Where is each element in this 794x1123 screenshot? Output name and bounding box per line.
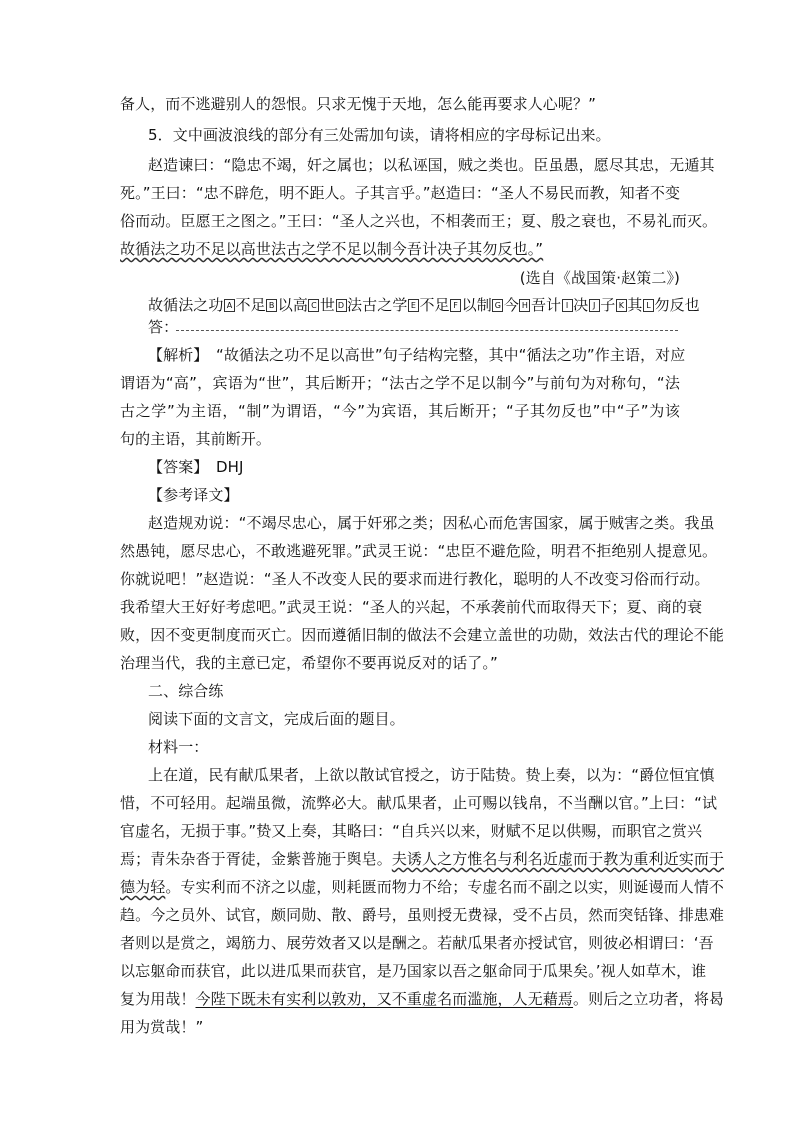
section-heading: 二、综合练	[148, 682, 224, 700]
wavy-underlined-text: 故循法之功不足以高世法古之学不足以制今吾计决子其勿反也。”	[120, 240, 544, 258]
underlined-text: 今陛下既未有实利以敦劝，又不重虚名而滥施，人无藉焉	[195, 990, 574, 1008]
instruction-text: 阅读下面的文言文，完成后面的题目。	[148, 710, 405, 728]
material-line: 用为赏哉！”	[120, 1018, 204, 1036]
analysis-line: 古之学”为主语，“制”为谓语，“今”为宾语，其后断开；“子其勿反也”中“子”为该	[120, 402, 680, 420]
translation-line: 你就说吧！”赵造说：“圣人不改变人民的要求而进行教化，聪明的人不改变习俗而行动。	[120, 570, 710, 588]
translation-line: 败，因不变更制度而灭亡。因而遵循旧制的做法不会建立盖世的功勋，效法古代的理论不能	[120, 626, 725, 644]
choice-sequence: 故循法之功 A 不足 B 以高 C 世 D 法古之学 E 不足 F 以制 G 今 H 吾计 I 决 J 子 K 其 L 勿反也	[148, 296, 700, 314]
wavy-underlined-text: 德为轻	[120, 878, 166, 896]
translation-line: 赵造规劝说：“不竭尽忠心，属于奸邪之类；因私心而危害国家，属于贼害之类。我虽	[148, 514, 715, 532]
translation-line: 然愚钝，愿尽忠心，不敢逃避死罪。”武灵王说：“忠臣不避危险，明君不拒绝别人提意见。	[120, 542, 718, 560]
passage-line: 死。”王曰：“忠不辟危，明不距人。子其言乎。”赵造曰：“圣人不易民而教，知者不变	[120, 184, 681, 202]
material-line: 焉；青朱杂沓于胥徒，金紫普施于舆皂。夫诱人之方惟名与利名近虚而于教为重利近实而于	[120, 850, 725, 868]
continued-line: 备人，而不逃避别人的怨恨。只求无愧于天地，怎么能再要求人心呢？”	[120, 95, 596, 113]
material-line: 趋。今之员外、试官，颇同勋、散、爵号，虽则授无费禄，受不占员，然而突铦锋、排患难	[120, 906, 725, 924]
analysis-line: 【解析】 “故循法之功不足以高世”句子结构完整，其中“循法之功”作主语，对应	[148, 346, 686, 364]
analysis-line: 句的主语，其前断开。	[120, 430, 272, 448]
material-line: 德为轻。专实利而不济之以虚，则耗匮而物力不给；专虚名而不副之以实，则诞谩而人情不	[120, 878, 725, 896]
source-citation: (选自《战国策·赵策二》)	[519, 269, 680, 287]
passage-line: 俗而动。臣愿王之图之。”王曰：“圣人之兴也，不相袭而王；夏、殷之衰也，不易礼而灭。	[120, 212, 718, 230]
answer-text: 【答案】 DHJ	[148, 458, 244, 476]
translation-line: 我希望大王好好考虑吧。”武灵王说：“圣人的兴起，不承袭前代而取得天下；夏、商的衰	[120, 598, 703, 616]
translation-line: 治理当代，我的主意已定，希望你不要再说反对的话了。”	[120, 654, 498, 672]
material-line: 以忘躯命而获官，此以进瓜果而获官，是乃国家以吾之躯命同于瓜果矣。’视人如草木，谁	[120, 962, 707, 980]
material-line: 者则以是赏之，竭筋力、展劳效者又以是酬之。若献瓜果者亦授试官，则彼必相谓曰：‘吾	[120, 934, 714, 952]
wavy-underlined-text: 夫诱人之方惟名与利名近虚而于教为重利近实而于	[391, 850, 725, 868]
material-label: 材料一：	[148, 738, 209, 756]
passage-line: 赵造谏曰：“隐忠不竭，奸之属也；以私诬国，贼之类也。臣虽愚，愿尽其忠，无遁其	[148, 156, 715, 174]
material-line: 惜，不可轻用。起端虽微，流弊必大。献瓜果者，止可赐以钱帛，不当酬以官。”上曰：“试	[120, 794, 718, 812]
reference-translation-heading: 【参考译文】	[148, 486, 239, 504]
answer-label: 答：	[148, 318, 179, 336]
answer-blank-line[interactable]	[176, 330, 678, 331]
analysis-line: 谓语为“高”，宾语为“世”，其后断开；“法古之学不足以制今”与前句为对称句，“法	[120, 374, 680, 392]
material-line: 上在道，民有献瓜果者，上欲以散试官授之，访于陆贽。贽上奏，以为：“爵位恒宜慎	[148, 766, 715, 784]
material-line: 复为用哉！今陛下既未有实利以敦劝，又不重虚名而滥施，人无藉焉。则后之立功者，将曷	[120, 990, 725, 1008]
passage-wavy-line	[120, 239, 680, 259]
question-5: 5．文中画波浪线的部分有三处需加句读，请将相应的字母标记出来。	[148, 126, 611, 144]
material-line: 官虚名，无损于事。”贽又上奏，其略曰：“自兵兴以来，财赋不足以供赐，而职官之赏兴	[120, 822, 703, 840]
